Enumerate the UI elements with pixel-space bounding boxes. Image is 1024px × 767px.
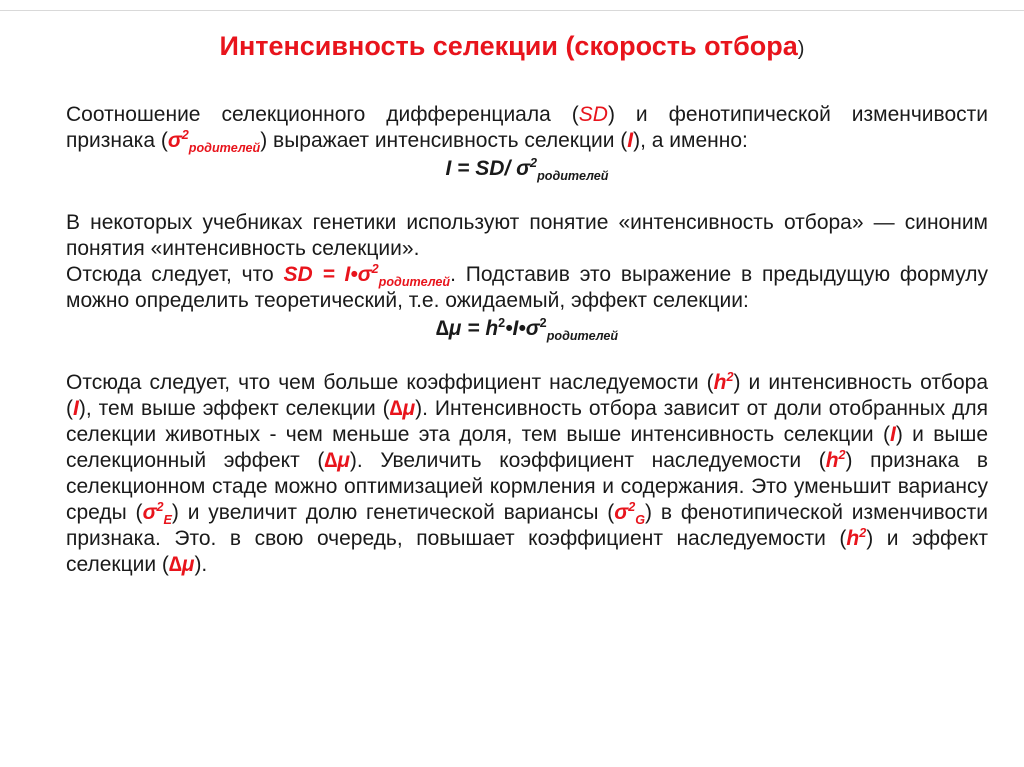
p4-sigma-symbol: σ bbox=[142, 501, 157, 524]
p4-text: Отсюда следует, что чем больше коэффициент наследуемости ( bbox=[66, 371, 714, 394]
p1-sigma bbox=[167, 128, 261, 156]
p4-h bbox=[714, 371, 734, 394]
p1-I: I bbox=[627, 129, 634, 152]
title-close-paren: ) bbox=[797, 38, 805, 60]
formula1-sub: родителей bbox=[537, 169, 609, 184]
p3-expr-main: SD = I•σ bbox=[283, 263, 372, 286]
p4-text: ) и увеличит долю генетической вариансы ( bbox=[171, 501, 615, 524]
paragraph-1 bbox=[66, 102, 988, 154]
p3-text: Отсюда следует, что bbox=[66, 263, 284, 286]
formula-effect bbox=[66, 314, 988, 344]
p4-text: ) и выше селекционный эффект ( bbox=[66, 423, 989, 472]
title-text: Интенсивность селекции (скорость отбора bbox=[219, 31, 798, 61]
p1-text: Соотношение селекционного дифференциала ( bbox=[66, 103, 579, 126]
p4-h-letter: h bbox=[825, 449, 839, 472]
p1-sd: SD bbox=[578, 103, 608, 126]
p4-h-sup: 2 bbox=[726, 370, 734, 384]
formula1-lhs: I = SD/ σ bbox=[445, 157, 531, 180]
p4-sigma-g bbox=[614, 500, 646, 528]
p4-sup: 2 bbox=[156, 500, 164, 514]
slide-body bbox=[66, 102, 988, 578]
p4-sigma-symbol: σ bbox=[614, 501, 629, 524]
p1-sub: родителей bbox=[188, 141, 261, 156]
p1-text: ) и фенотипической изменчивости признака ( bbox=[66, 103, 988, 152]
p4-text: ) и эффект селекции ( bbox=[66, 527, 988, 576]
formula1-sup: 2 bbox=[530, 156, 538, 170]
p3-sup: 2 bbox=[371, 262, 379, 276]
p4-sub: E bbox=[163, 513, 172, 528]
formula2-delta: ∆ bbox=[435, 317, 449, 340]
p4-text: ). Интенсивность отбора зависит от доли отобранных для селекции животных - чем меньше эта доля, тем выше интенсивность селекции ( bbox=[66, 397, 988, 446]
p1-text: ), а именно: bbox=[633, 129, 748, 152]
slide-title bbox=[0, 26, 1024, 69]
formula2-sup1: 2 bbox=[498, 316, 506, 330]
p4-h bbox=[846, 527, 866, 550]
p1-sup: 2 bbox=[181, 128, 189, 142]
spacer bbox=[66, 184, 988, 210]
p4-h-sup: 2 bbox=[838, 448, 846, 462]
p4-text: ). Увеличить коэффициент наследуемости ( bbox=[349, 449, 826, 472]
p3-text: Подставив это выражение в предыдущую формулу можно определить теоретический, т.е. ожидаемый, эффект селекции: bbox=[66, 263, 989, 312]
p1-sigma-symbol: σ bbox=[167, 129, 182, 152]
formula2-rest: •I•σ bbox=[505, 317, 540, 340]
p4-sup: 2 bbox=[628, 500, 636, 514]
paragraph-2: В некоторых учебниках генетики используют понятие «интенсивность отбора» — синоним понятия «интенсивность селекции». bbox=[66, 211, 988, 260]
spacer bbox=[66, 344, 988, 370]
p4-h-letter: h bbox=[846, 527, 860, 550]
p1-text: ) выражает интенсивность селекции ( bbox=[260, 129, 628, 152]
formula2-sup2: 2 bbox=[539, 316, 547, 330]
p3-sub: родителей bbox=[378, 275, 451, 290]
p3-expr bbox=[283, 262, 451, 290]
p3-dot: . bbox=[450, 263, 456, 286]
top-divider bbox=[0, 10, 1024, 11]
p4-h-letter: h bbox=[713, 371, 727, 394]
p4-text: ) в фенотипической изменчивости признака. Это. в свою очередь, повышает коэффициент наследуемости ( bbox=[66, 501, 988, 550]
paragraph-3 bbox=[66, 262, 988, 314]
p4-text: ), тем выше эффект селекции ( bbox=[78, 397, 390, 420]
paragraph-4 bbox=[66, 370, 988, 578]
p4-delta-mu: ∆μ bbox=[168, 553, 195, 576]
formula2-sub: родителей bbox=[546, 329, 619, 344]
formula-intensity bbox=[66, 154, 988, 184]
p4-I: I bbox=[73, 397, 79, 420]
p4-h-sup: 2 bbox=[859, 526, 867, 540]
p4-sigma-e bbox=[142, 500, 172, 528]
p4-delta-mu: ∆μ bbox=[324, 449, 350, 472]
formula2-mu: μ = h bbox=[448, 317, 499, 340]
p4-text: ) признака в селекционном стаде можно оптимизацией кормления и содержания. Это уменьшит вариансу среды ( bbox=[66, 449, 988, 524]
p4-text: ). bbox=[194, 553, 208, 576]
p4-I: I bbox=[890, 423, 896, 446]
p4-sub: G bbox=[635, 513, 646, 528]
p4-delta-mu: ∆μ bbox=[389, 397, 416, 420]
p4-h bbox=[826, 449, 846, 472]
p4-text: ) и интенсивность отбора ( bbox=[66, 371, 988, 420]
